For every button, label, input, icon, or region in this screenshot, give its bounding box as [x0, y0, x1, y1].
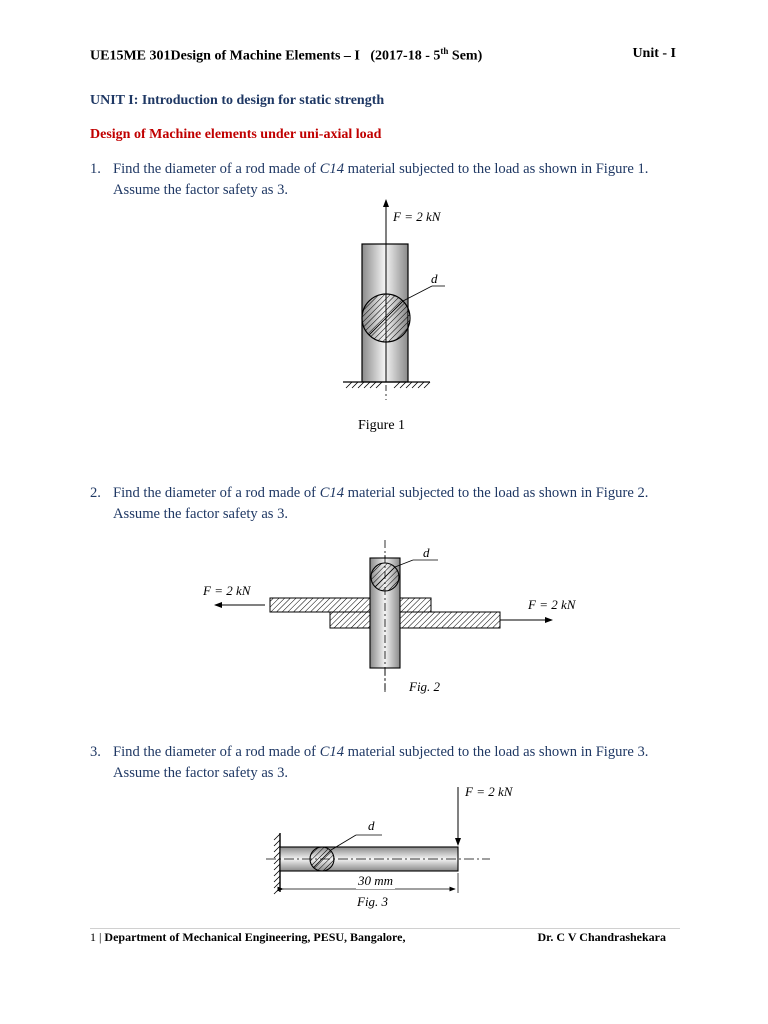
figure-2-right-force-label: F = 2 kN [528, 597, 576, 612]
figure-1-d-label: d [431, 271, 438, 286]
figure-2 [215, 540, 552, 695]
figure-1-force-label: F = 2 kN [393, 209, 441, 224]
upper-plate [270, 598, 431, 612]
question-2: 2. Find the diameter of a rod made of C14 material subjected to the load as shown in Figure 2. Assume the factor safety as 3. [90, 485, 649, 522]
page-number: 1 | [90, 930, 102, 944]
figure-2-d-label: d [423, 545, 430, 560]
lower-plate [330, 612, 500, 628]
question-number: 3. [90, 744, 101, 760]
footer-divider [90, 928, 680, 929]
footer-department: Department of Mechanical Engineering, PESU, Bangalore, [101, 930, 406, 944]
material-name: C14 [319, 485, 345, 501]
section-title: Design of Machine elements under uni-axial load [90, 127, 382, 142]
figure-3-force-label: F = 2 kN [465, 784, 513, 799]
unit-title: UNIT I: Introduction to design for static strength [90, 93, 385, 108]
material-name: C14 [319, 744, 345, 760]
figure-1-caption: Figure 1 [358, 418, 406, 433]
figure-3-d-label: d [368, 818, 375, 833]
figure-2-left-force-label: F = 2 kN [203, 583, 251, 598]
question-number: 2. [90, 485, 101, 501]
question-3: 3. Find the diameter of a rod made of C14 material subjected to the load as shown in Figure 3. Assume the factor safety as 3. [90, 744, 649, 781]
page-footer [90, 930, 666, 945]
header-course: UE15ME 301Design of Machine Elements – I (2017-18 - 5th Sem) [90, 46, 483, 64]
figure-3-length-label: 30 mm [358, 873, 394, 888]
question-number: 1. [90, 161, 101, 177]
question-1: 1. Find the diameter of a rod made of C14 material subjected to the load as shown in Figure 1. Assume the factor safety as 3. [90, 161, 649, 198]
figure-3-caption: Fig. 3 [357, 894, 389, 909]
figure-1 [343, 200, 445, 400]
material-name: C14 [319, 161, 345, 177]
footer-author: Dr. C V Chandrashekara [537, 930, 666, 944]
header-unit: Unit - I [632, 46, 676, 61]
figure-2-caption: Fig. 2 [409, 679, 441, 694]
